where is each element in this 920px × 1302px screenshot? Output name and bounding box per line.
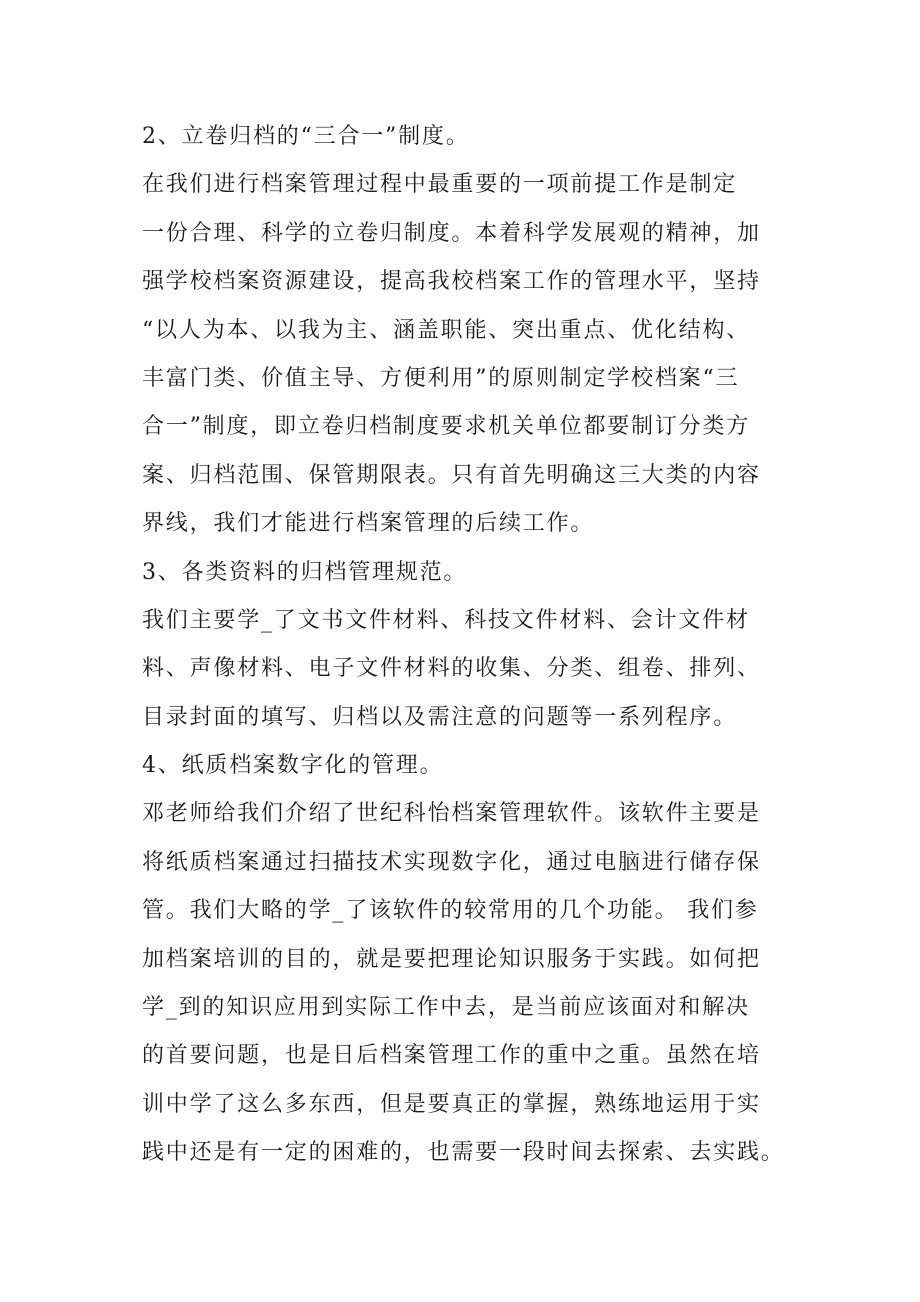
paragraph-line: 强学校档案资源建设，提高我校档案工作的管理水平，坚持: [142, 269, 761, 295]
paragraph-line: 训中学了这么多东西，但是要真正的掌握，熟练地运用于实: [142, 1091, 761, 1117]
paragraph-line: 合一”制度，即立卷归档制度要求机关单位都要制订分类方: [142, 414, 751, 440]
paragraph-line: 案、归档范围、保管期限表。只有首先明确这三大类的内容: [142, 462, 761, 488]
paragraph-line: 一份合理、科学的立卷归制度。本着科学发展观的精神，加: [142, 220, 761, 246]
paragraph-line: 我们主要学_了文书文件材料、科技文件材料、会计文件材: [142, 607, 750, 633]
paragraph-line: 管。我们大略的学_了该软件的较常用的几个功能。 我们参: [142, 898, 759, 924]
paragraph-line: 加档案培训的目的，就是要把理论知识服务于实践。如何把: [142, 946, 761, 972]
paragraph-line: 学_到的知识应用到实际工作中去，是当前应该面对和解决: [142, 995, 750, 1021]
paragraph-line: 践中还是有一定的困难的，也需要一段时间去探索、去实践。: [142, 1140, 785, 1166]
heading-section-2: 2、立卷归档的“三合一”制度。: [142, 124, 470, 149]
paragraph-line: “以人为本、以我为主、涵盖职能、突出重点、优化结构、: [142, 317, 751, 343]
paragraph-line: 将纸质档案通过扫描技术实现数字化，通过电脑进行储存保: [142, 849, 761, 875]
paragraph-line: 的首要问题，也是日后档案管理工作的重中之重。虽然在培: [142, 1043, 761, 1069]
paragraph-line: 目录封面的填写、归档以及需注意的问题等一系列程序。: [142, 704, 738, 730]
heading-section-4: 4、纸质档案数字化的管理。: [142, 753, 444, 779]
document-body: [142, 113, 802, 1178]
paragraph-line: 丰富门类、价值主导、方便利用”的原则制定学校档案“三: [142, 365, 740, 391]
heading-section-3: 3、各类资料的归档管理规范。: [142, 559, 468, 585]
paragraph-line: 界线，我们才能进行档案管理的后续工作。: [142, 511, 595, 537]
paragraph-line: 邓老师给我们介绍了世纪科怡档案管理软件。该软件主要是: [142, 801, 761, 827]
paragraph-line: 料、声像材料、电子文件材料的收集、分类、组卷、排列、: [142, 656, 761, 682]
paragraph-line: 在我们进行档案管理过程中最重要的一项前提工作是制定: [142, 172, 738, 198]
